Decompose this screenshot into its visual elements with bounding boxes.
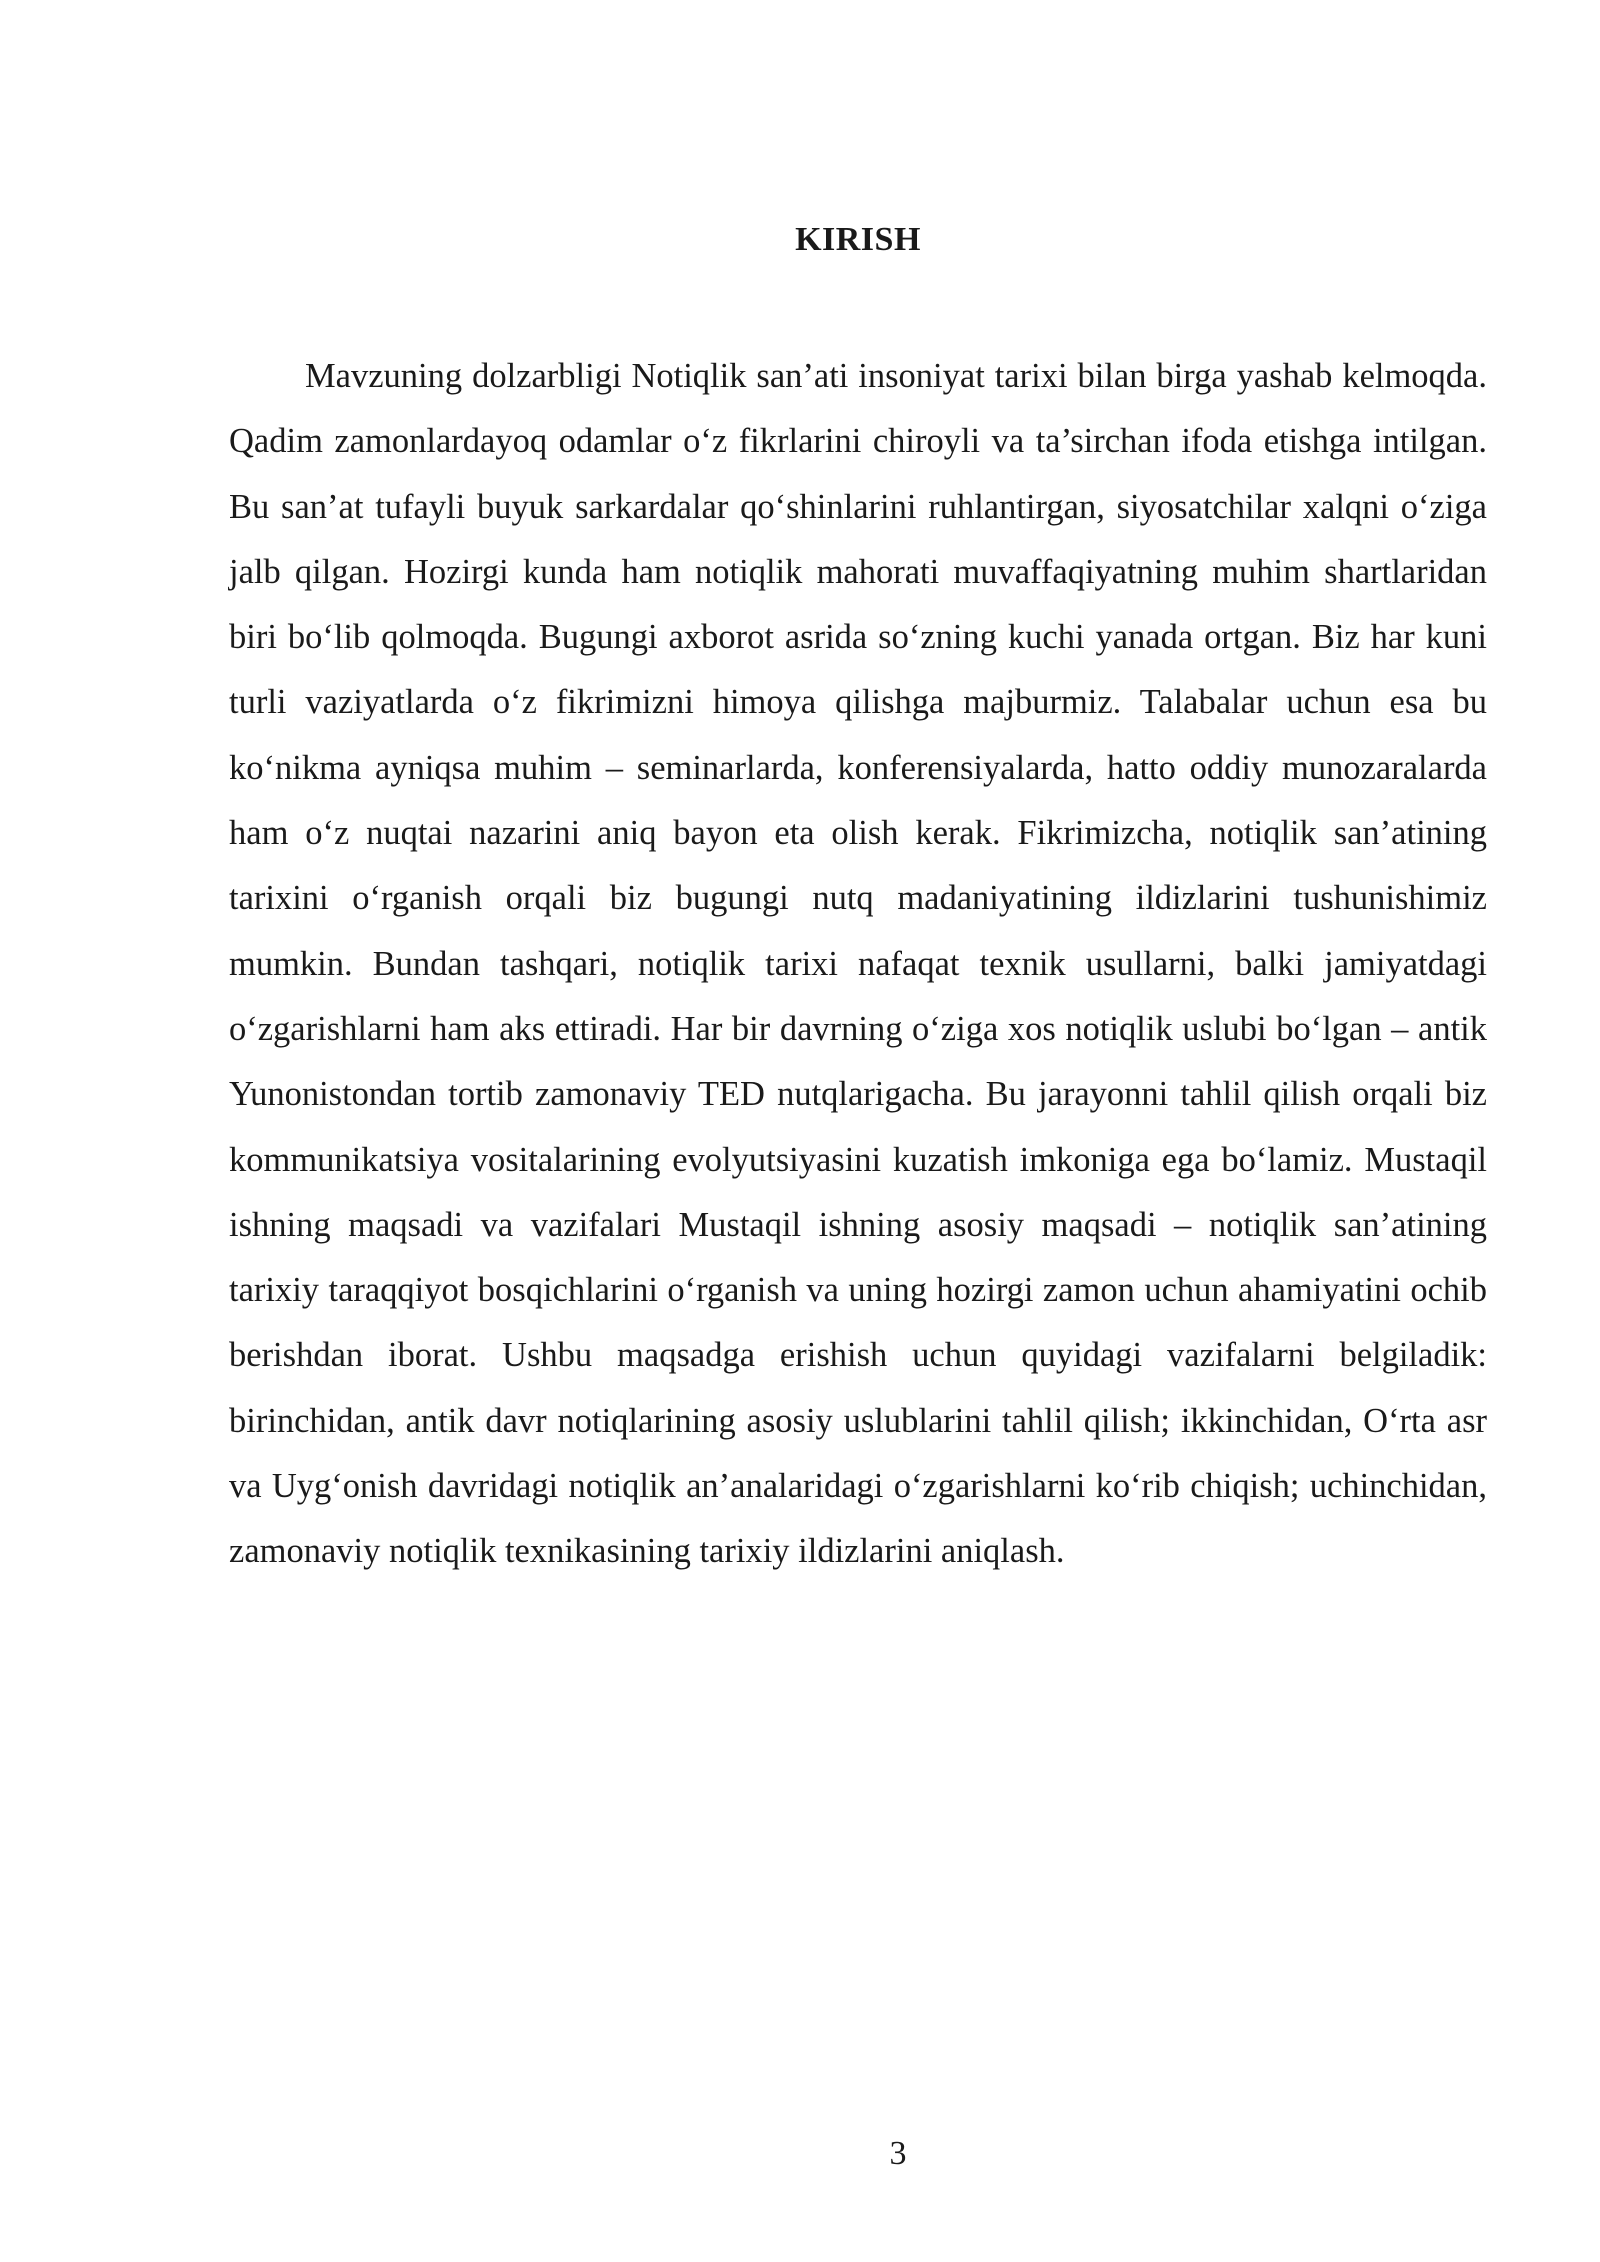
page-number: 3 xyxy=(889,2135,907,2172)
section-heading: KIRISH xyxy=(795,221,921,258)
body-paragraph: Mavzuning dolzarbligi Notiqlik san’ati insoniyat tarixi bilan birga yashab kelmoqda. Qadim zamonlardayoq odamlar o‘z fikrlarini chiroyli va ta’sirchan ifoda etishga intilgan. Bu san’at tufayli buyuk sarkardalar qo‘shinlarini ruhlantirgan, siyosatchilar xalqni o‘ziga jalb qilgan. Hozirgi kunda ham notiqlik mahorati muvaffaqiyatning muhim shartlaridan biri bo‘lib qolmoqda. Bugungi axborot asrida so‘zning kuchi yanada ortgan. Biz har kuni turli vaziyatlarda o‘z fikrimizni himoya qilishga majburmiz. Talabalar uchun esa bu ko‘nikma ayniqsa muhim – seminarlarda, konferensiyalarda, hatto oddiy munozaralarda ham o‘z nuqtai nazarini aniq bayon eta olish kerak. Fikrimizcha, notiqlik san’atining tarixini o‘rganish orqali biz bugungi nutq madaniyatining ildizlarini tushunishimiz mumkin. Bundan tashqari, notiqlik tarixi nafaqat texnik usullarni, balki jamiyatdagi o‘zgarishlarni ham aks ettiradi. Har bir davrning o‘ziga xos notiqlik uslubi bo‘lgan – antik Yunonistondan tortib zamonaviy TED nutqlarigacha. Bu jarayonni tahlil qilish orqali biz kommunikatsiya vositalarining evolyutsiyasini kuzatish imkoniga ega bo‘lamiz. Mustaqil ishning maqsadi va vazifalari Mustaqil ishning asosiy maqsadi – notiqlik san’atining tarixiy taraqqiyot bosqichlarini o‘rganish va uning hozirgi zamon uchun ahamiyatini ochib berishdan iborat. Ushbu maqsadga erishish uchun quyidagi vazifalarni belgiladik: birinchidan, antik davr notiqlarining asosiy uslublarini tahlil qilish; ikkinchidan, O‘rta asr va Uyg‘onish davridagi notiqlik an’analaridagi o‘zgarishlarni ko‘rib chiqish; uchinchidan, zamonaviy notiqlik texnikasining tarixiy ildizlarini aniqlash. xyxy=(229,357,1487,1571)
